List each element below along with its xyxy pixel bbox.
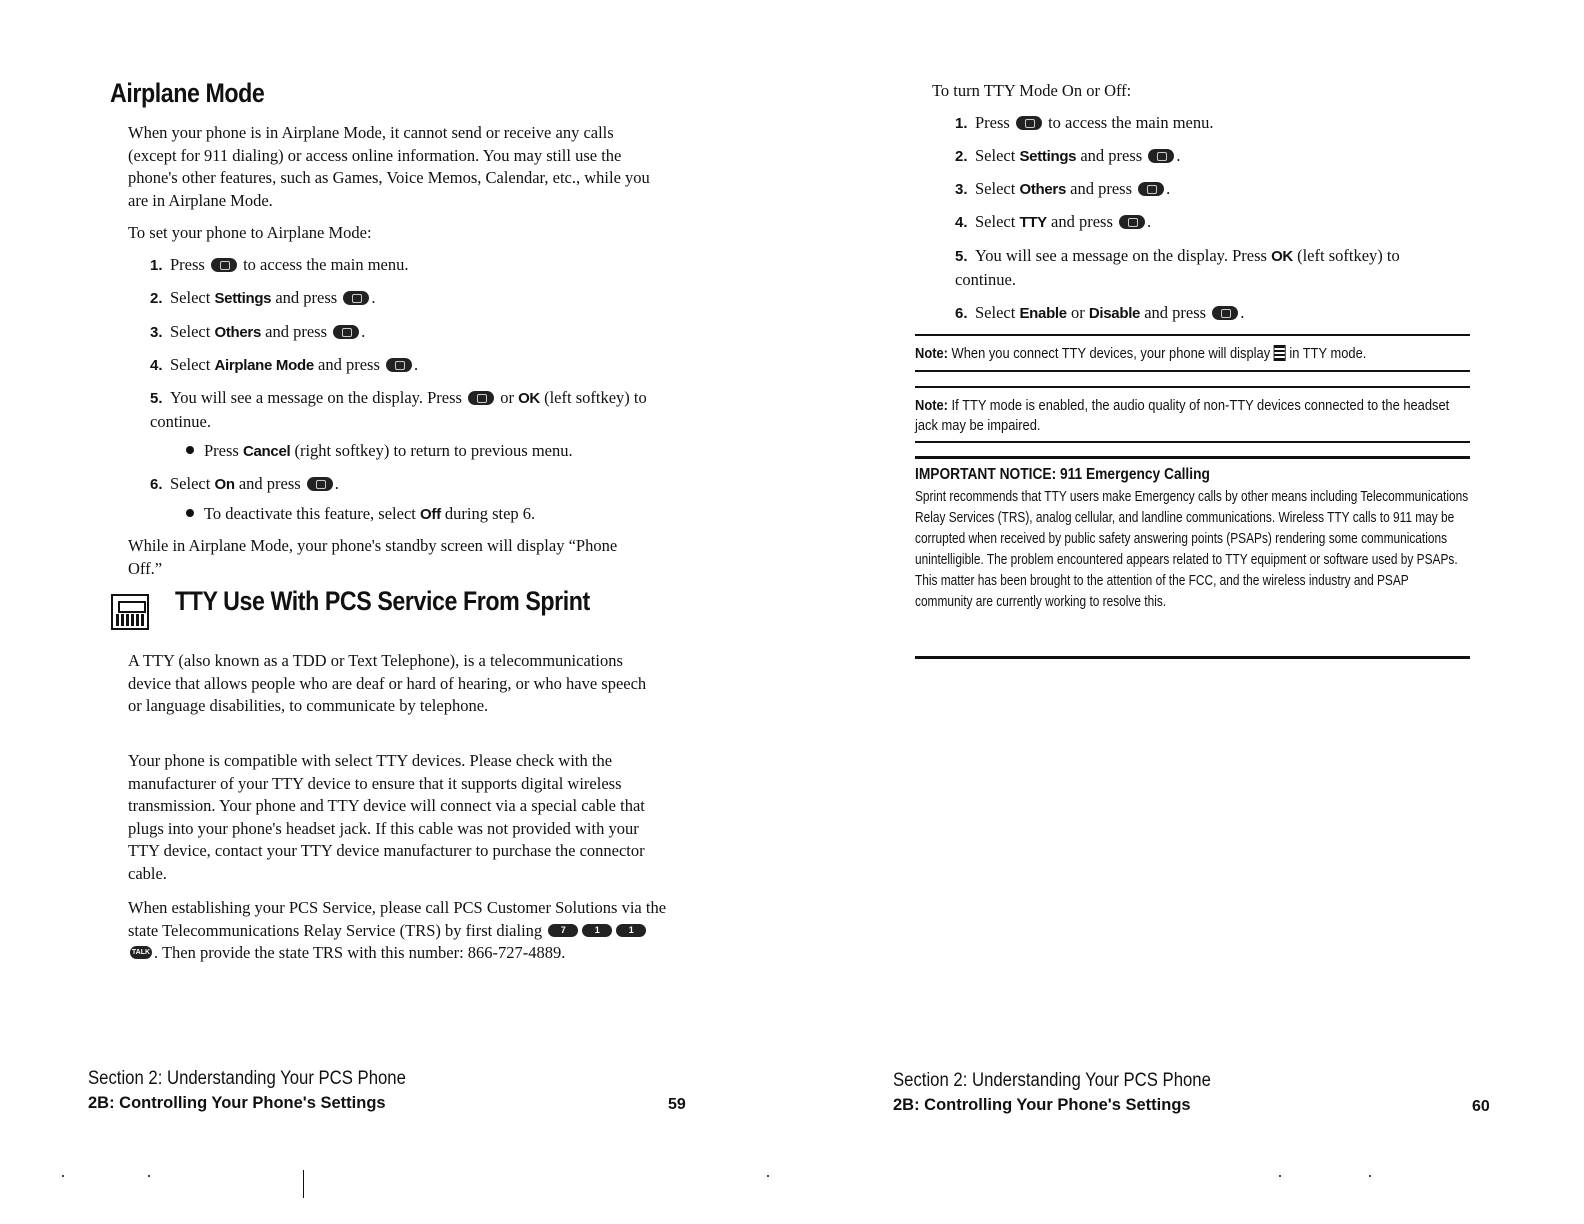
step-number: 1. bbox=[150, 257, 163, 274]
notice-title: IMPORTANT NOTICE: 911 Emergency Calling bbox=[915, 466, 1210, 483]
step-number: 2. bbox=[955, 148, 968, 165]
scan-speck bbox=[767, 1175, 769, 1177]
step-number: 4. bbox=[150, 357, 163, 374]
standby-paragraph: While in Airplane Mode, your phone's standby screen will display “Phone Off.” bbox=[128, 536, 618, 578]
step-number: 5. bbox=[150, 390, 163, 407]
step-number: 3. bbox=[150, 324, 163, 341]
scan-speck bbox=[1279, 1175, 1281, 1177]
step-5 bbox=[150, 387, 650, 433]
key-label: 1 bbox=[594, 924, 600, 935]
key-1-icon bbox=[582, 924, 612, 937]
menu-ok-key-icon bbox=[1212, 306, 1238, 320]
keyword: TTY bbox=[1019, 214, 1047, 231]
step-number: 4. bbox=[955, 214, 968, 231]
step-text: Press bbox=[170, 255, 205, 274]
keyword: Settings bbox=[1019, 148, 1077, 165]
step-number: 5. bbox=[955, 248, 968, 265]
step-text: (left softkey) to continue. bbox=[955, 246, 1400, 289]
step-1 bbox=[150, 254, 409, 278]
step-text: to access the main menu. bbox=[243, 255, 409, 274]
page-number: 59 bbox=[668, 1096, 686, 1113]
step-2 bbox=[150, 287, 375, 311]
step-4 bbox=[150, 354, 418, 378]
note-label: Note: bbox=[915, 397, 948, 414]
menu-ok-key-icon bbox=[1119, 215, 1145, 229]
step-text: . bbox=[1166, 179, 1171, 198]
keyword: Airplane Mode bbox=[214, 357, 314, 374]
key-label: 7 bbox=[560, 924, 566, 935]
menu-ok-key-icon bbox=[386, 358, 412, 372]
menu-ok-key-icon bbox=[1016, 116, 1042, 130]
step-text: and press bbox=[1070, 179, 1132, 198]
step-text: . bbox=[1176, 146, 1181, 165]
bullet-dot bbox=[186, 509, 194, 517]
note-rule bbox=[915, 441, 1470, 443]
scan-speck bbox=[1369, 1175, 1371, 1177]
footer-subsection: 2B: Controlling Your Phone's Settings bbox=[893, 1096, 1191, 1114]
menu-ok-key-icon bbox=[343, 291, 369, 305]
step-text: and press bbox=[275, 288, 338, 307]
bullet-cancel bbox=[186, 440, 573, 464]
tty-paragraph-2: Your phone is compatible with select TTY devices. Please check with the manufacturer of your TTY device to ensure that it supports digital wireless transmission. Your phone and TTY device will connect via a special cable that plugs into your phone's headset jack. If this cable was not provided with your TTY device, contact your TTY device manufacturer to purchase the connector cable. bbox=[128, 751, 645, 883]
keyword: Settings bbox=[214, 290, 272, 307]
scan-mark bbox=[303, 1170, 304, 1198]
step-number: 6. bbox=[955, 305, 968, 322]
lead-paragraph: To set your phone to Airplane Mode: bbox=[128, 223, 372, 242]
footer-subsection: 2B: Controlling Your Phone's Settings bbox=[88, 1094, 386, 1112]
step-text: and press bbox=[1080, 146, 1143, 165]
menu-ok-key-icon bbox=[468, 391, 494, 405]
notice-body: Sprint recommends that TTY users make Emergency calls by other means including Telecommunications Relay Services (TRS), analog cellular, and landline communications. Wireless TTY calls to 911 may be corrupted when received by public safety answering points (PSAPs) rendering some communications unintelligible. The problem encountered appears related to TTY equipment or software used by PSAPs. This matter has been brought to the attention of the FCC, and the wireless industry and PSAP community are currently working to resolve this. bbox=[915, 489, 1469, 610]
step-text: You will see a message on the display. Press bbox=[975, 246, 1267, 265]
bullet-text: To deactivate this feature, select bbox=[204, 504, 416, 523]
step-text: You will see a message on the display. Press bbox=[170, 388, 462, 407]
note-label: Note: bbox=[915, 345, 948, 362]
note-rule bbox=[915, 334, 1470, 336]
step-text: and press bbox=[238, 474, 301, 493]
step-6 bbox=[955, 302, 1244, 326]
step-number: 2. bbox=[150, 290, 163, 307]
step-text: (left softkey) to continue. bbox=[150, 388, 647, 431]
talk-key-icon bbox=[130, 946, 152, 959]
step-text: Select bbox=[975, 212, 1016, 231]
key-1-icon bbox=[616, 924, 646, 937]
bullet-deactivate bbox=[186, 503, 535, 527]
key-label: 1 bbox=[628, 924, 634, 935]
keyword: Disable bbox=[1088, 305, 1141, 322]
step-text: Select bbox=[170, 355, 211, 374]
keyword: Off bbox=[420, 506, 441, 523]
step-text: and press bbox=[265, 322, 327, 341]
step-text: Select bbox=[170, 474, 211, 493]
right-page bbox=[792, 0, 1584, 1224]
step-3 bbox=[955, 178, 1170, 202]
keyword: Enable bbox=[1019, 305, 1067, 322]
keyword: Others bbox=[214, 324, 262, 341]
step-number: 6. bbox=[150, 476, 163, 493]
step-text: . bbox=[1240, 303, 1245, 322]
step-text: or bbox=[1070, 303, 1085, 322]
step-text: . bbox=[1147, 212, 1152, 231]
tty-paragraph-3-text: When establishing your PCS Service, please call PCS Customer Solutions via the state Telecommunications Relay Service (TRS) by first dialing bbox=[128, 898, 667, 940]
scan-speck bbox=[148, 1175, 150, 1177]
keyword: Others bbox=[1019, 181, 1067, 198]
note-tty-display bbox=[915, 344, 1465, 364]
step-text: Select bbox=[975, 303, 1016, 322]
step-6 bbox=[150, 473, 339, 497]
step-text: Press bbox=[975, 113, 1010, 132]
key-7-icon bbox=[548, 924, 578, 937]
step-text: . bbox=[414, 355, 419, 374]
step-text: Select bbox=[975, 179, 1016, 198]
menu-ok-key-icon bbox=[1148, 149, 1174, 163]
bullet-text: Press bbox=[204, 441, 239, 460]
step-text: and press bbox=[1144, 303, 1207, 322]
step-5 bbox=[955, 245, 1455, 291]
tty-paragraph-3 bbox=[128, 897, 673, 965]
note-rule bbox=[915, 386, 1470, 388]
step-text: Select bbox=[975, 146, 1016, 165]
step-text: and press bbox=[318, 355, 380, 374]
tty-indicator-icon bbox=[1274, 345, 1286, 361]
keyword: Cancel bbox=[242, 443, 291, 460]
footer-section: Section 2: Understanding Your PCS Phone bbox=[88, 1068, 406, 1089]
step-3 bbox=[150, 321, 365, 345]
step-text: Select bbox=[170, 322, 211, 341]
intro-paragraph: When your phone is in Airplane Mode, it cannot send or receive any calls (except for 911 dialing) or access online information. You may still use the phone's other features, such as Games, Voice Memos, Calendar, etc., while you are in Airplane Mode. bbox=[128, 123, 650, 210]
step-text: . bbox=[371, 288, 376, 307]
bullet-text: during step 6. bbox=[444, 504, 536, 523]
keyword: OK bbox=[1271, 248, 1293, 265]
keyword: OK bbox=[518, 390, 540, 407]
note-text: When you connect TTY devices, your phone will display bbox=[951, 345, 1271, 362]
lead-paragraph: To turn TTY Mode On or Off: bbox=[932, 81, 1132, 100]
tty-paragraph-3-text: . Then provide the state TRS with this number: 866-727-4889. bbox=[154, 943, 566, 962]
step-text: Select bbox=[170, 288, 211, 307]
step-number: 3. bbox=[955, 181, 968, 198]
notice-rule bbox=[915, 456, 1470, 459]
step-2 bbox=[955, 145, 1180, 169]
note-audio-quality bbox=[915, 396, 1465, 436]
scan-speck bbox=[62, 1175, 64, 1177]
note-text: in TTY mode. bbox=[1289, 345, 1367, 362]
note-text: If TTY mode is enabled, the audio quality of non-TTY devices connected to the headset jack may be impaired. bbox=[915, 397, 1450, 434]
section-title: Airplane Mode bbox=[110, 78, 265, 108]
bullet-text: (right softkey) to return to previous menu. bbox=[294, 441, 573, 460]
menu-ok-key-icon bbox=[211, 258, 237, 272]
menu-ok-key-icon bbox=[333, 325, 359, 339]
step-number: 1. bbox=[955, 115, 968, 132]
step-text: and press bbox=[1051, 212, 1113, 231]
step-1 bbox=[955, 112, 1214, 136]
step-text: or bbox=[500, 388, 514, 407]
tty-paragraph-1: A TTY (also known as a TDD or Text Telephone), is a telecommunications device that allows people who are deaf or hard of hearing, or who have speech or language disabilities, to communicate by telephone. bbox=[128, 651, 647, 715]
notice-rule bbox=[915, 656, 1470, 659]
tty-device-icon bbox=[111, 594, 149, 630]
menu-ok-key-icon bbox=[1138, 182, 1164, 196]
step-text: . bbox=[361, 322, 366, 341]
key-label: TALK bbox=[131, 949, 151, 956]
step-4 bbox=[955, 211, 1151, 235]
step-text: to access the main menu. bbox=[1048, 113, 1214, 132]
menu-ok-key-icon bbox=[307, 477, 333, 491]
keyword: On bbox=[214, 476, 235, 493]
note-rule bbox=[915, 370, 1470, 372]
page-number: 60 bbox=[1472, 1098, 1490, 1115]
step-text: . bbox=[334, 474, 339, 493]
tty-section-title: TTY Use With PCS Service From Sprint bbox=[175, 586, 590, 616]
footer-section: Section 2: Understanding Your PCS Phone bbox=[893, 1070, 1211, 1091]
bullet-dot bbox=[186, 446, 194, 454]
